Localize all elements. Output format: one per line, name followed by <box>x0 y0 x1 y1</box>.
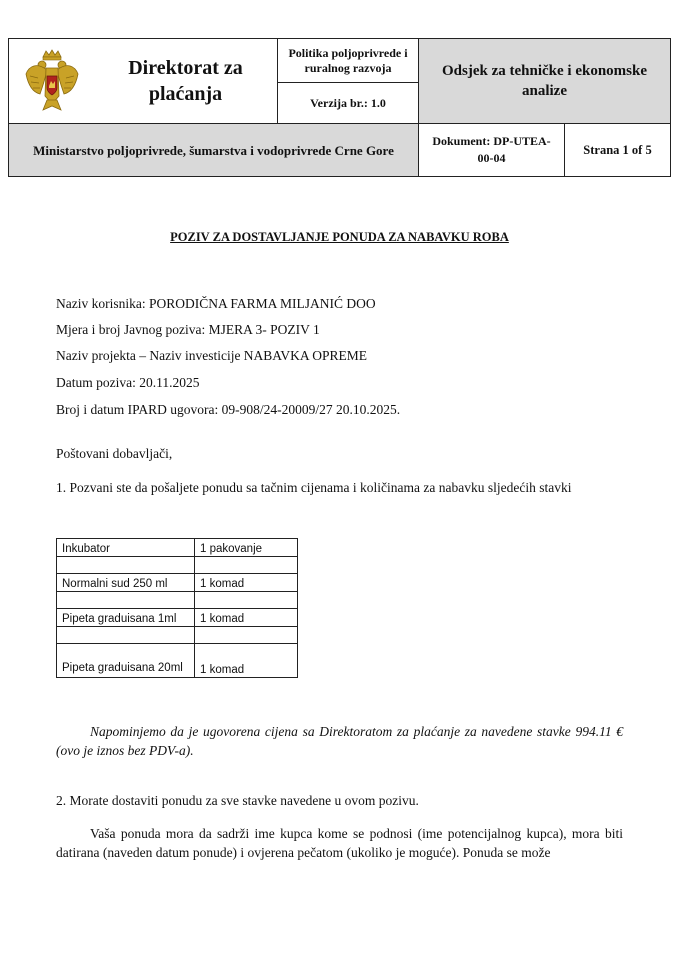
logo-cell <box>9 39 94 124</box>
date-line: Datum poziva: 20.11.2025 <box>56 375 200 390</box>
point-2: 2. Morate dostaviti ponudu za sve stavke navedene u ovom pozivu. <box>56 793 419 808</box>
page-number: Strana 1 of 5 <box>583 142 652 157</box>
measure-line: Mjera i broj Javnog poziva: MJERA 3- POZIV 1 <box>56 322 320 337</box>
beneficiary-line: Naziv korisnika: PORODIČNA FARMA MILJANIĆ DOO <box>56 296 376 311</box>
greeting: Poštovani dobavljači, <box>56 446 173 461</box>
item-quantity: 1 komad <box>195 574 298 592</box>
document-id: Dokument: DP-UTEA-00-04 <box>432 134 551 165</box>
table-row <box>57 609 298 627</box>
point-1: 1. Pozvani ste da pošaljete ponudu sa tačnim cijenama i količinama za nabavku sljedećih stavki <box>56 480 572 495</box>
ministry-name: Ministarstvo poljoprivrede, šumarstva i vodoprivrede Crne Gore <box>33 142 394 158</box>
item-name: Pipeta graduisana 1ml <box>57 609 195 627</box>
price-note-text: Napominjemo da je ugovorena cijena sa Direktoratom za plaćanje za navedene stavke 994.11 € (ovo je iznos bez PDV-a). <box>56 724 623 758</box>
item-name: Inkubator <box>57 539 195 557</box>
item-name: Pipeta graduisana 20ml <box>57 644 195 678</box>
department-name: Odsjek za tehničke i ekonomske analize <box>441 63 647 99</box>
contract-line: Broj i datum IPARD ugovora: 09-908/24-20009/27 20.10.2025. <box>56 402 401 417</box>
items-table <box>56 538 298 678</box>
policy-cell <box>278 39 419 83</box>
ministry-cell <box>9 124 419 176</box>
item-quantity: 1 komad <box>195 609 298 627</box>
table-row-spacer <box>57 557 298 574</box>
document-title: POZIV ZA DOSTAVLJANJE PONUDA ZA NABAVKU ROBA <box>170 230 509 244</box>
org-title-cell <box>94 39 278 124</box>
table-row <box>57 644 298 678</box>
item-quantity: 1 komad <box>195 644 298 678</box>
document-id-cell <box>419 124 565 176</box>
table-row-spacer <box>57 627 298 644</box>
table-row <box>57 574 298 592</box>
version-cell <box>278 83 419 124</box>
montenegro-coat-of-arms-icon <box>23 48 81 114</box>
version-number: Verzija br.: 1.0 <box>310 95 386 110</box>
table-row-spacer <box>57 592 298 609</box>
table-row <box>57 539 298 557</box>
item-quantity: 1 pakovanje <box>195 539 298 557</box>
department-cell <box>419 39 670 124</box>
org-title: Direktorat za plaćanja <box>128 57 243 105</box>
policy-name: Politika poljoprivrede i ruralnog razvoja <box>288 45 408 75</box>
document-header <box>8 38 671 177</box>
item-name: Normalni sud 250 ml <box>57 574 195 592</box>
project-line: Naziv projekta – Naziv investicije NABAVKA OPREME <box>56 348 367 363</box>
page-number-cell <box>565 124 670 176</box>
offer-requirements-paragraph: Vaša ponuda mora da sadrži ime kupca kome se podnosi (ime potencijalnog kupca), mora biti datirana (naveden datum ponude) i ovjerena pečatom (ukoliko je moguće). Ponuda se može <box>56 826 623 860</box>
price-note <box>56 722 623 760</box>
